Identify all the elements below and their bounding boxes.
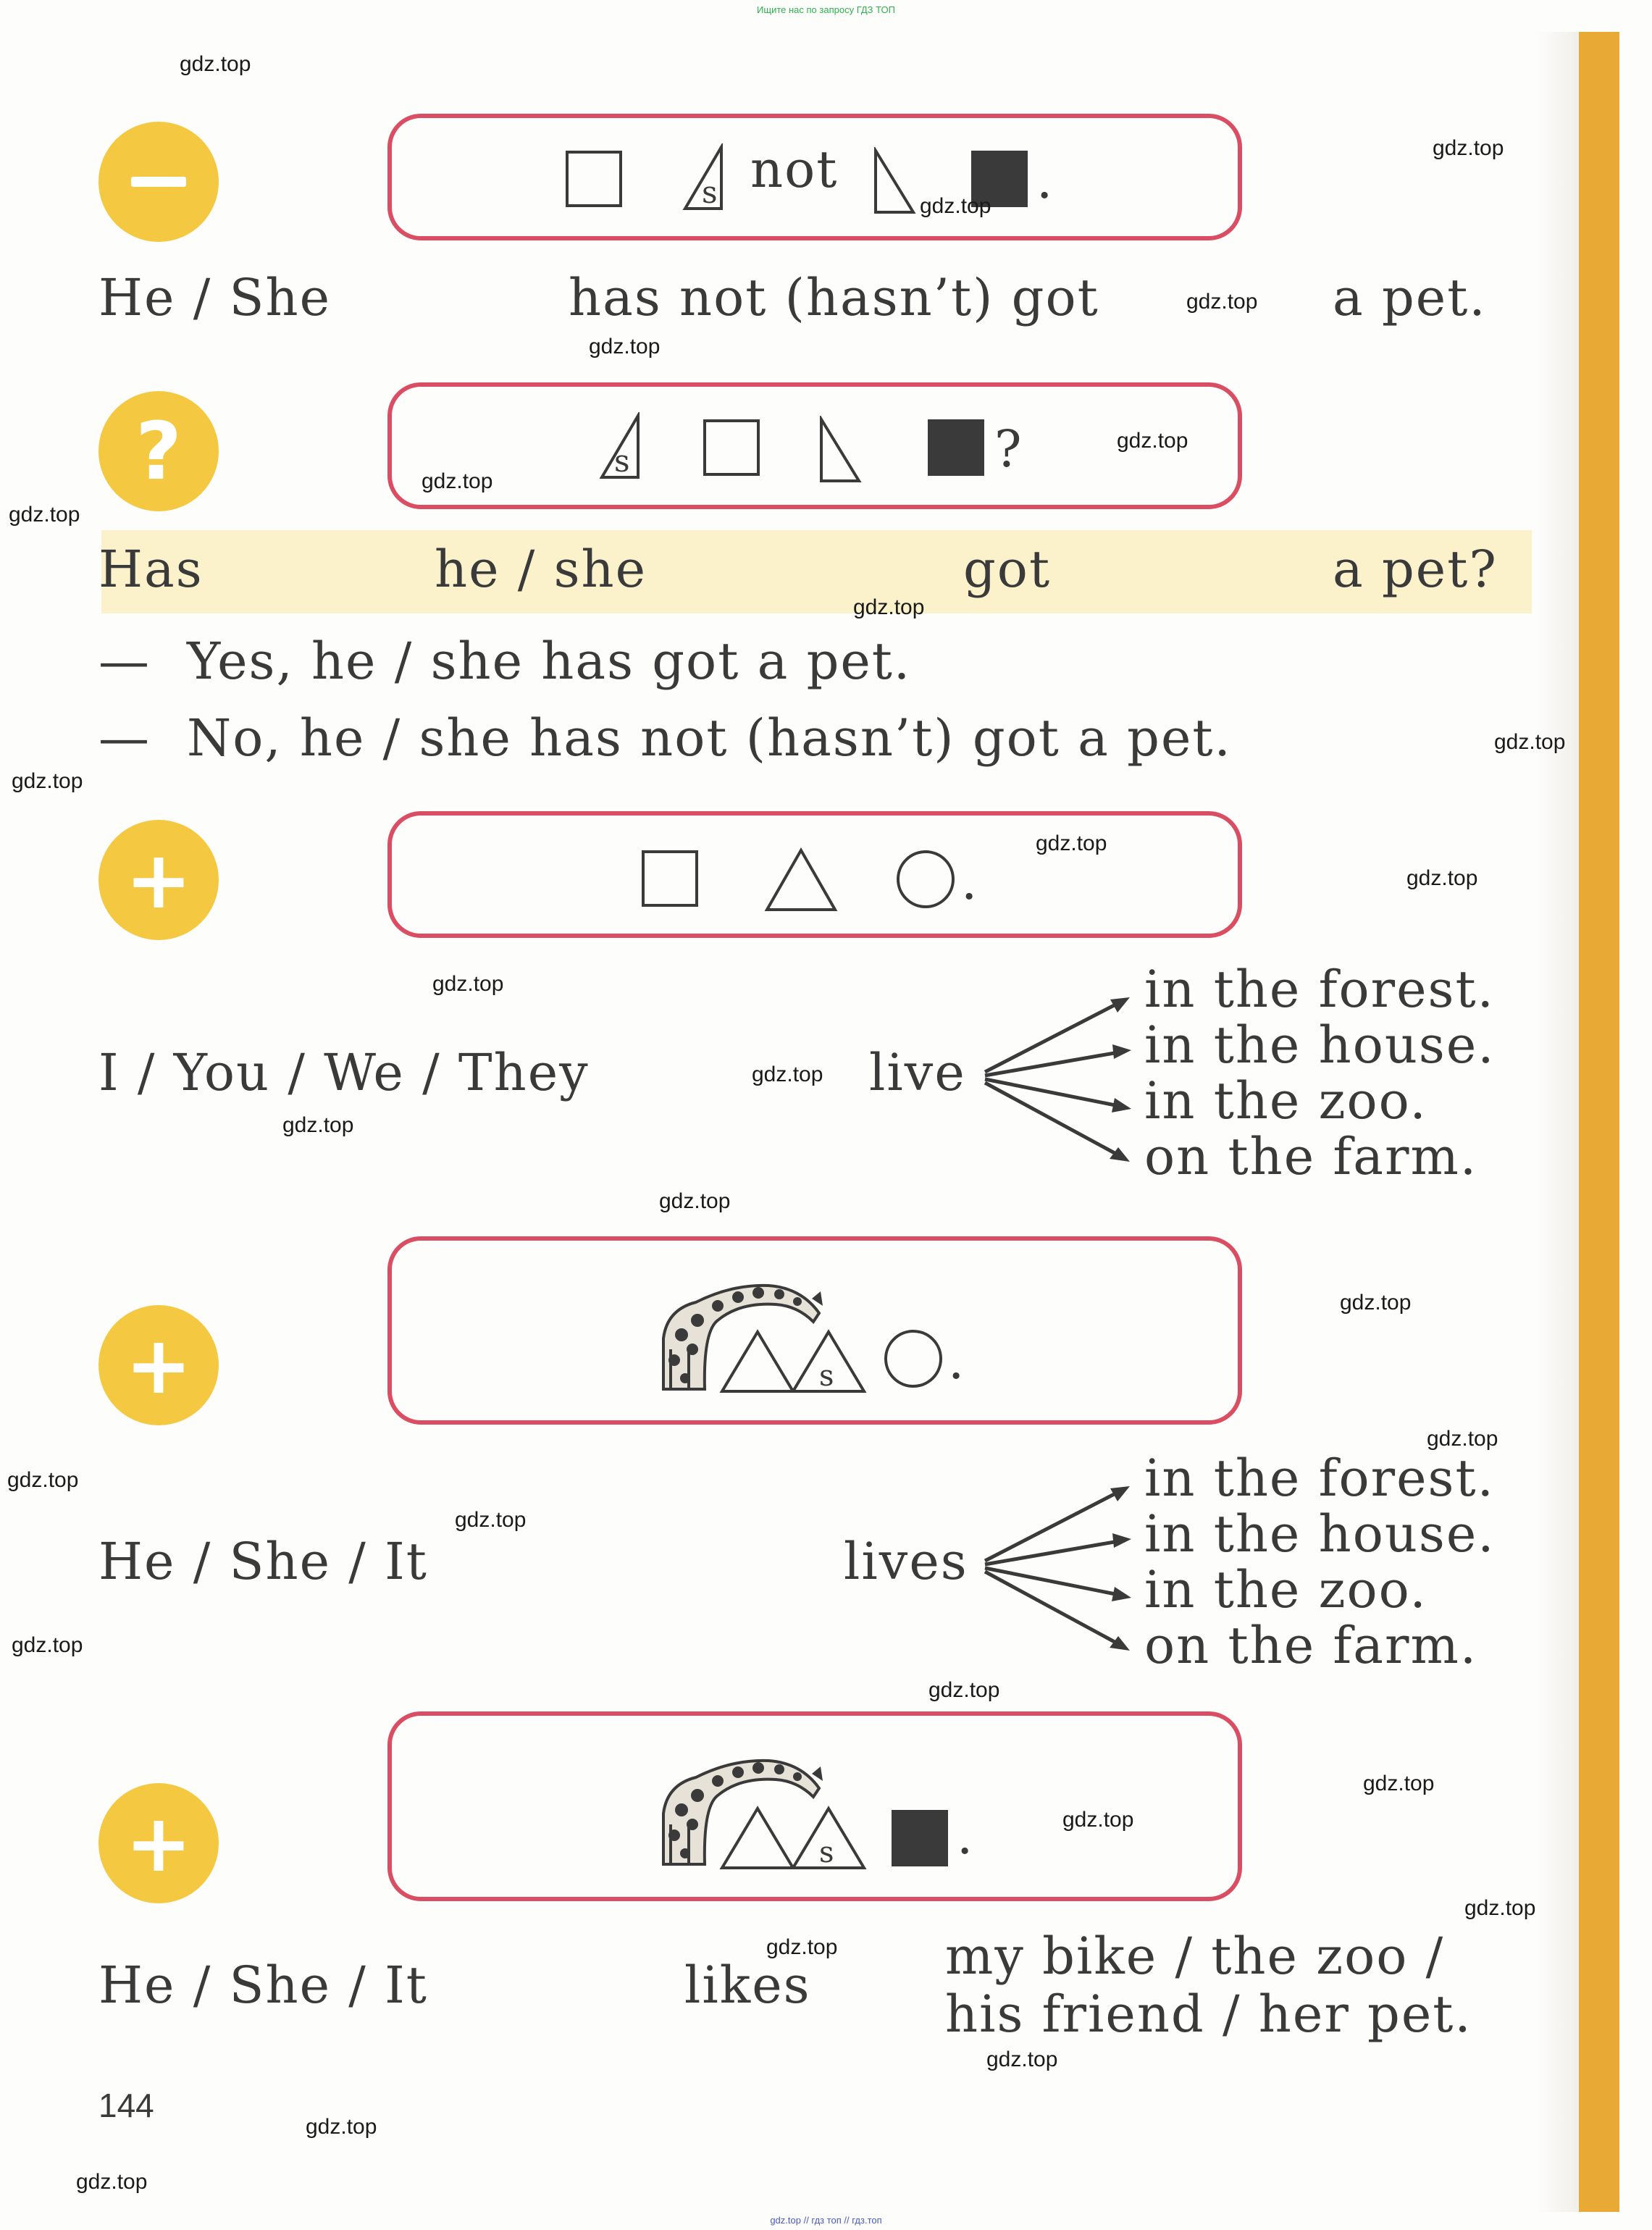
plus3-subject: He / She / It	[98, 1956, 428, 2015]
bottom-note: gdz.top // гдз топ // гдз.топ	[770, 2215, 882, 2226]
watermark: gdz.top	[1036, 831, 1107, 855]
object-filled-square-icon	[928, 419, 984, 476]
plus1-place-3: in the zoo.	[1144, 1071, 1427, 1131]
plus-circle-icon: +	[98, 1783, 219, 1903]
negative-object: a pet.	[1333, 268, 1487, 327]
watermark: gdz.top	[12, 769, 83, 793]
plus1-place-4: on the farm.	[1144, 1127, 1478, 1186]
subject-square-icon	[642, 850, 698, 907]
watermark: gdz.top	[7, 1468, 79, 1492]
plus1-place-2: in the house.	[1144, 1015, 1496, 1075]
watermark: gdz.top	[12, 1633, 83, 1657]
answer-no-dash: —	[98, 708, 151, 768]
answer-yes-dash: —	[98, 632, 151, 691]
watermark: gdz.top	[853, 595, 925, 619]
plus2-place-2: in the house.	[1144, 1504, 1496, 1564]
not-word: not	[750, 140, 839, 199]
watermark: gdz.top	[306, 2115, 377, 2139]
plus2-subject: He / She / It	[98, 1532, 428, 1591]
full-stop: .	[957, 1806, 973, 1866]
watermark: gdz.top	[282, 1113, 354, 1137]
plus2-verb: lives	[844, 1532, 968, 1591]
question-circle-icon: ?	[98, 391, 219, 511]
watermark: gdz.top	[928, 1678, 1000, 1702]
plus1-verb: live	[869, 1043, 966, 1102]
subject-square-icon	[703, 419, 760, 476]
watermark: gdz.top	[1363, 1772, 1435, 1795]
plus1-arrows	[981, 992, 1137, 1166]
watermark: gdz.top	[1433, 136, 1504, 160]
answer-yes: Yes, he / she has got a pet.	[187, 632, 912, 691]
question-mark: ?	[994, 419, 1022, 479]
watermark: gdz.top	[1340, 1291, 1412, 1315]
page-number: 144	[98, 2087, 154, 2124]
page-edge	[1619, 32, 1652, 2212]
minus-circle-icon	[98, 122, 219, 242]
watermark: gdz.top	[180, 52, 251, 76]
plus2-place-1: in the forest.	[1144, 1449, 1495, 1508]
watermark: gdz.top	[1464, 1896, 1536, 1920]
watermark: gdz.top	[1406, 866, 1478, 890]
got-triangle-icon	[870, 147, 921, 219]
plus-circle-icon: +	[98, 820, 219, 940]
full-stop: .	[948, 1331, 965, 1391]
negative-formula-frame	[387, 114, 1242, 240]
object-filled-square-icon	[892, 1810, 948, 1866]
verb-s-triangle-icon	[789, 1328, 868, 1396]
plus-circle-icon: +	[98, 1305, 219, 1425]
place-circle-icon	[884, 1330, 942, 1388]
question-object: a pet?	[1333, 540, 1498, 599]
watermark: gdz.top	[1062, 1808, 1134, 1832]
place-circle-icon	[897, 850, 955, 908]
watermark: gdz.top	[920, 194, 991, 218]
question-formula-frame	[387, 382, 1242, 509]
plus2-place-3: in the zoo.	[1144, 1560, 1427, 1619]
plus2-place-4: on the farm.	[1144, 1616, 1478, 1675]
plus1-formula-frame	[387, 811, 1242, 938]
got-triangle-icon	[815, 416, 866, 488]
watermark: gdz.top	[76, 2170, 148, 2194]
plus2-arrows	[981, 1481, 1137, 1655]
plus1-place-1: in the forest.	[1144, 960, 1495, 1019]
plus3-object-line1: my bike / the zoo /	[945, 1927, 1445, 1986]
svg-text:s: s	[614, 443, 630, 479]
svg-text:s: s	[819, 1359, 834, 1393]
has-triangle-icon	[598, 412, 649, 485]
watermark: gdz.top	[422, 469, 493, 493]
verb-triangle-icon	[718, 1328, 797, 1396]
negative-subject: He / She	[98, 268, 332, 327]
svg-text:s: s	[819, 1836, 834, 1869]
watermark: gdz.top	[9, 503, 80, 527]
full-stop: .	[1036, 151, 1053, 210]
watermark: gdz.top	[659, 1189, 731, 1213]
book-spine	[1579, 32, 1619, 2212]
plus1-subject: I / You / We / They	[98, 1043, 590, 1102]
question-got: got	[963, 540, 1052, 599]
watermark: gdz.top	[766, 1935, 838, 1959]
top-note: Ищите нас по запросу ГДЗ ТОП	[757, 4, 895, 15]
watermark: gdz.top	[986, 2047, 1058, 2071]
subject-square-icon	[566, 151, 622, 207]
watermark: gdz.top	[455, 1508, 527, 1532]
watermark: gdz.top	[1494, 730, 1566, 754]
plus3-formula-frame	[387, 1711, 1242, 1901]
svg-text:s: s	[702, 175, 718, 210]
question-has: Has	[98, 540, 204, 599]
full-stop: .	[961, 852, 978, 911]
verb-triangle-icon	[761, 844, 841, 917]
watermark: gdz.top	[1117, 429, 1188, 453]
question-subject: he / she	[435, 540, 647, 599]
watermark: gdz.top	[1186, 290, 1258, 314]
has-triangle-icon	[682, 143, 732, 216]
watermark: gdz.top	[1427, 1427, 1498, 1451]
verb-triangle-icon	[718, 1804, 797, 1873]
plus2-formula-frame	[387, 1236, 1242, 1425]
watermark: gdz.top	[432, 972, 504, 996]
negative-verb: has not (hasn’t) got	[569, 268, 1099, 327]
page-gutter-shade	[1535, 32, 1579, 2212]
verb-s-triangle-icon	[789, 1804, 868, 1873]
watermark: gdz.top	[752, 1062, 823, 1086]
question-highlight	[101, 530, 1532, 613]
plus3-verb: likes	[684, 1956, 811, 2015]
answer-no: No, he / she has not (hasn’t) got a pet.	[187, 708, 1232, 768]
watermark: gdz.top	[589, 335, 661, 359]
plus3-object-line2: his friend / her pet.	[945, 1984, 1472, 2044]
